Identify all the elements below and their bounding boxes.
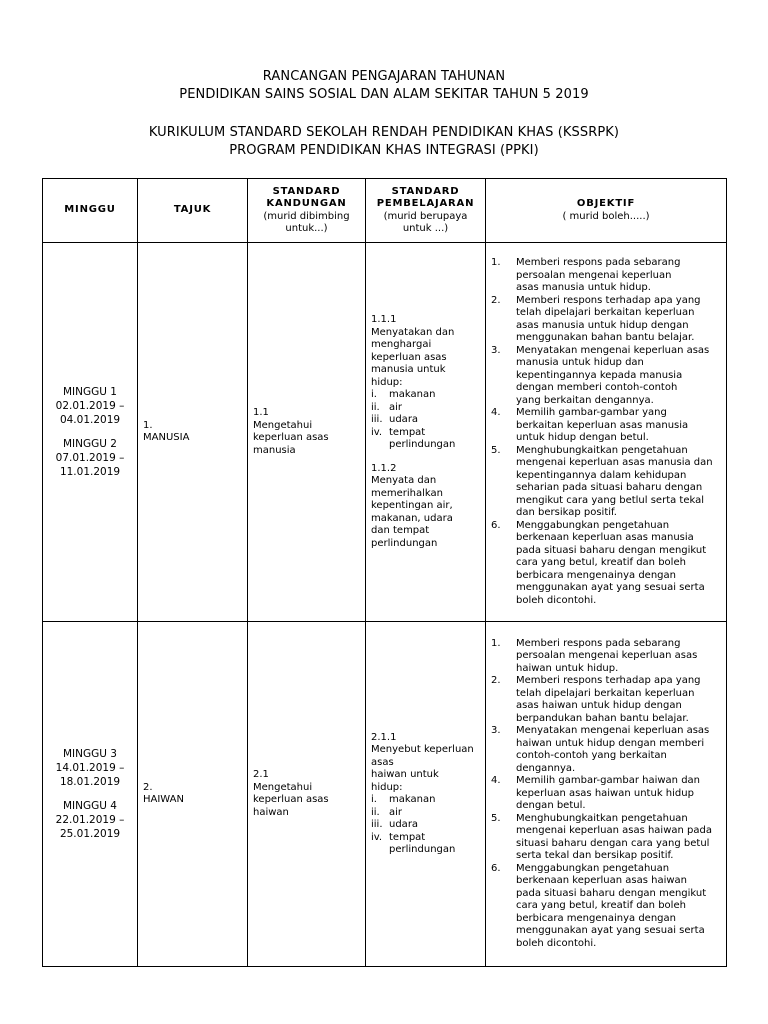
objective-item: 4. Memilih gambar-gambar yang berkaitan keperluan asas manusia untuk hidup dengan betul. [491, 407, 689, 443]
learning-standard-text: dan tempat [371, 525, 430, 536]
learning-standard-text: haiwan untuk [371, 769, 439, 780]
header-standard-pembelajaran: STANDARD PEMBELAJARAN (murid berupaya untuk ...) [366, 179, 486, 243]
week-label: MINGGU 3 [63, 748, 117, 760]
list-item: perlindungan [389, 439, 456, 450]
learning-standard-text: asas [371, 756, 394, 768]
objective-item: 6. Menggabungkan pengetahuan berkenaan keperluan asas haiwan pada situasi baharu dengan mengikut cara yang betul, kreatif dan boleh berbicara mengenainya dengan menggunakan ayat yang sesuai serta boleh dicontohi. [491, 862, 707, 949]
week-date-range: 14.01.2019 – [55, 762, 125, 774]
week-label: MINGGU 2 [63, 438, 117, 450]
objective-item: 3. Menyatakan mengenai keperluan asas manusia untuk hidup dan kepentingannya kepada manusia dengan memberi contoh-contoh yang berkaitan dengannya. [491, 344, 710, 406]
list-item: perlindungan [389, 844, 456, 855]
learning-standard-text: kepentingan air, [371, 500, 453, 511]
list-item: i. makanan [371, 794, 436, 805]
objective-item: 6. Menggabungkan pengetahuan berkenaan keperluan asas manusia pada situasi baharu dengan mengikut cara yang betul, kreatif dan boleh berbicara mengenainya dengan menggunakan ayat yang sesuai serta boleh dicontohi. [491, 519, 707, 606]
content-standard-code: 1.1 [253, 407, 269, 418]
objective-item: 4. Memilih gambar-gambar haiwan dan keperluan asas haiwan untuk hidup dengan betul. [491, 775, 701, 812]
week-date-range: 07.01.2019 – [55, 452, 125, 464]
list-item: iv. tempat [371, 426, 426, 438]
content-standard-code: 2.1 [253, 769, 269, 780]
table-row [43, 243, 727, 622]
week-cell [43, 622, 138, 967]
objectives-cell [486, 243, 727, 622]
week-date-range: 18.01.2019 [59, 776, 121, 788]
objectives-list [491, 638, 721, 951]
header-tajuk: TAJUK [138, 179, 248, 243]
header-objektif: OBJEKTIF ( murid boleh.....) [486, 179, 727, 243]
learning-standard-text: manusia untuk [371, 364, 446, 375]
document-subtitle: PENDIDIKAN SAINS SOSIAL DAN ALAM SEKITAR TAHUN 5 2019 [179, 87, 589, 102]
content-standard-text: Mengetahui [253, 781, 313, 793]
list-item: iii. udara [371, 819, 419, 830]
list-item: iv. tempat [371, 831, 426, 843]
curriculum-title: KURIKULUM STANDARD SEKOLAH RENDAH PENDIDIKAN KHAS (KSSRPK) [148, 125, 620, 140]
list-item: ii. air [371, 806, 403, 818]
learning-standard-code: 1.1.1 [371, 314, 397, 325]
content-standard-text: Mengetahui [253, 419, 313, 431]
content-standard-cell [248, 243, 366, 622]
objectives-list [491, 257, 721, 607]
list-item: i. makanan [371, 389, 436, 400]
week-label: MINGGU 4 [63, 800, 117, 812]
learning-standard-cell [366, 622, 486, 967]
objective-item: 5. Menghubungkaitkan pengetahuan mengenai keperluan asas manusia dan kepentingannya dalam kehidupan seharian pada situasi baharu dengan mengikut cara yang betlul serta tekal dan bersikap positif. [491, 444, 713, 518]
content-standard-cell [248, 622, 366, 967]
content-standard-text: haiwan [253, 806, 289, 818]
learning-standard-text: menghargai [371, 339, 432, 350]
program-title: PROGRAM PENDIDIKAN KHAS INTEGRASI (PPKI) [229, 143, 539, 158]
week-date-range: 22.01.2019 – [55, 814, 125, 826]
objective-item: 2. Memberi respons terhadap apa yang telah dipelajari berkaitan keperluan asas manusia untuk hidup dengan menggunakan bahan bantu belajar. [491, 294, 701, 343]
week-date-range: 04.01.2019 [59, 414, 121, 426]
objective-item: 1. Memberi respons pada sebarang persoalan mengenai keperluan asas manusia untuk hidup. [491, 257, 681, 293]
learning-standard-code: 2.1.1 [371, 731, 397, 743]
learning-standard-text: hidup: [371, 376, 403, 388]
topic-number: 1. [143, 419, 153, 431]
learning-standard-text: keperluan asas [371, 351, 447, 363]
content-standard-text: manusia [253, 444, 296, 456]
learning-standard-text: memerihalkan [371, 487, 444, 499]
learning-standard-text: Menyebut keperluan [371, 744, 474, 755]
objective-item: 3. Menyatakan mengenai keperluan asas haiwan untuk hidup dengan memberi contoh-contoh yang berkaitan dengannya. [491, 725, 710, 774]
objectives-cell [486, 622, 727, 967]
list-item: ii. air [371, 401, 403, 413]
header-minggu: MINGGU [43, 179, 138, 243]
learning-standard-cell [366, 243, 486, 622]
document-title: RANCANGAN PENGAJARAN TAHUNAN [262, 69, 506, 84]
topic-number: 2. [143, 781, 153, 793]
week-cell [43, 243, 138, 622]
learning-standard-text: perlindungan [371, 537, 438, 549]
topic-cell [138, 243, 248, 622]
table-row [43, 622, 727, 967]
topic-name: MANUSIA [143, 432, 190, 443]
lesson-plan-table [42, 178, 727, 967]
table-header-row [43, 179, 727, 243]
objective-item: 5. Menghubungkaitkan pengetahuan mengenai keperluan asas haiwan pada situasi baharu dengan cara yang betul serta tekal dan bersikap positif. [491, 812, 712, 862]
list-item: iii. udara [371, 414, 419, 425]
objective-item: 2. Memberi respons terhadap apa yang telah dipelajari berkaitan keperluan asas haiwan untuk hidup dengan berpandukan bahan bantu belajar. [491, 675, 701, 724]
week-date-range: 11.01.2019 [59, 466, 121, 478]
objective-item: 1. Memberi respons pada sebarang persoalan mengenai keperluan asas haiwan untuk hidup. [491, 637, 698, 674]
learning-standard-text: Menyata dan [371, 475, 437, 486]
week-date-range: 25.01.2019 [59, 828, 121, 840]
header-standard-kandungan: STANDARD KANDUNGAN (murid dibimbing untuk...) [248, 179, 366, 243]
learning-standard-text: makanan, udara [371, 512, 453, 524]
week-date-range: 02.01.2019 – [55, 400, 125, 412]
learning-standard-text: hidup: [371, 781, 403, 793]
topic-name: HAIWAN [143, 794, 184, 805]
content-standard-text: keperluan asas [253, 432, 329, 443]
learning-standard-text: Menyatakan dan [371, 326, 455, 338]
learning-standard-code: 1.1.2 [371, 462, 397, 474]
topic-cell [138, 622, 248, 967]
content-standard-text: keperluan asas [253, 794, 329, 805]
week-label: MINGGU 1 [63, 386, 117, 398]
